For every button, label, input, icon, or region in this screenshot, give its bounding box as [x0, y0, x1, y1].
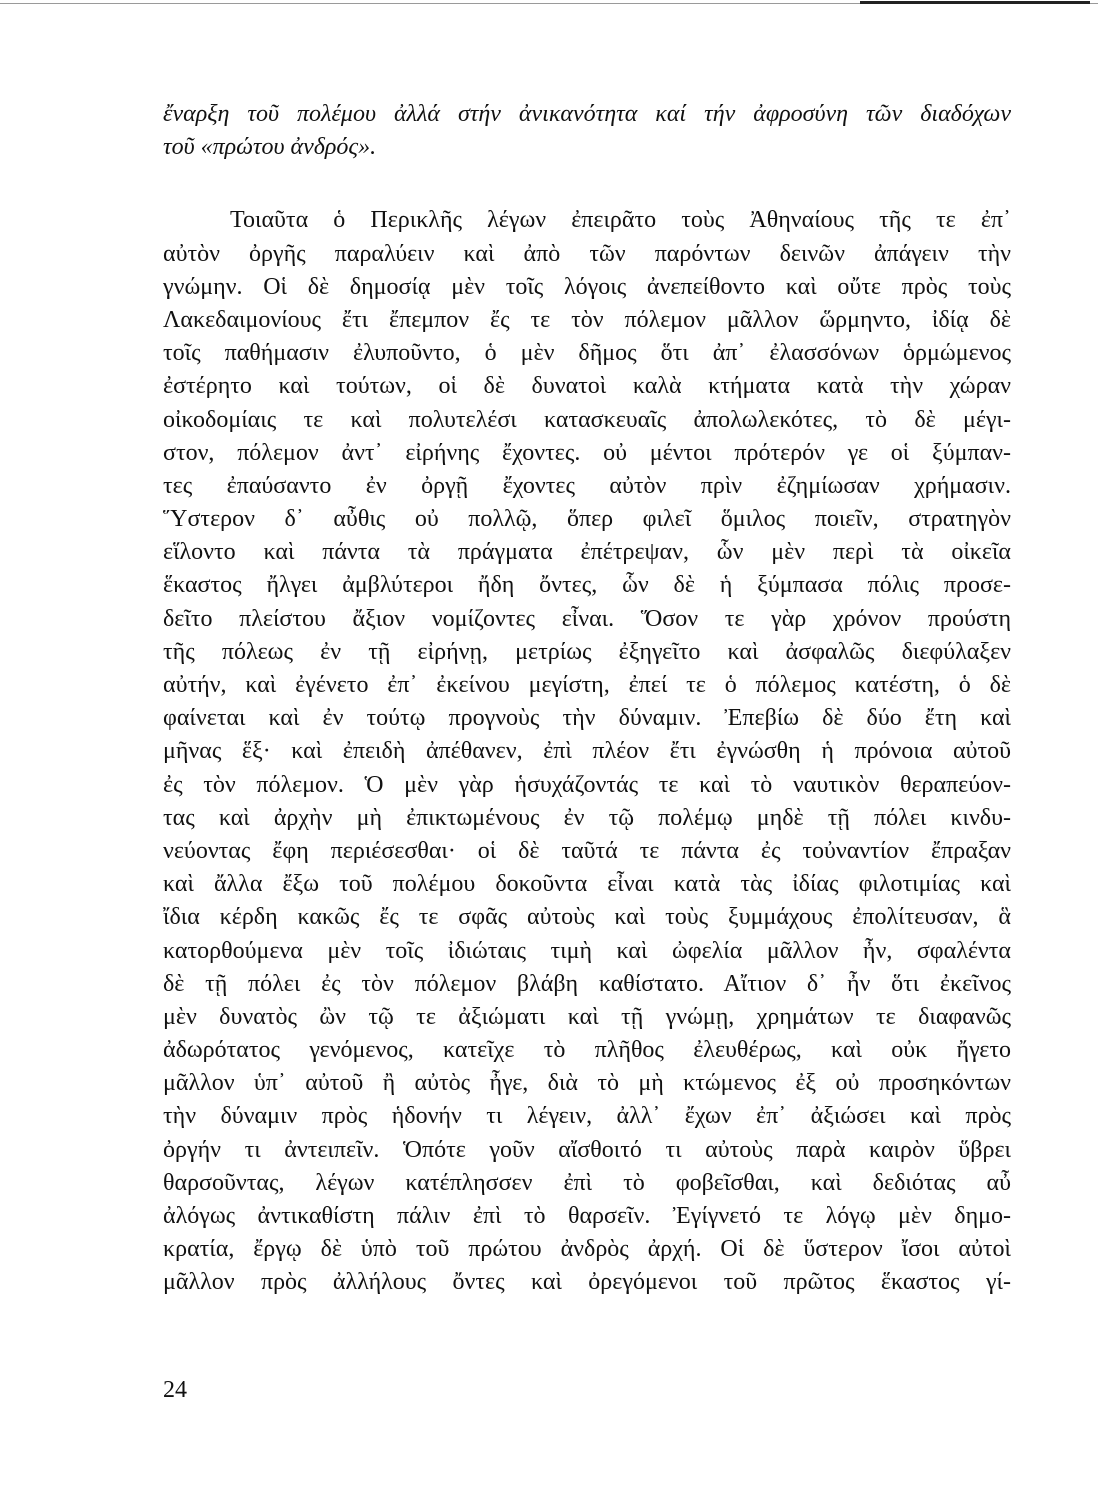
paragraph-line: φαίνεται καὶ ἐν τούτῳ προγνοὺς τὴν δύναμιν. Ἐπεβίω δὲ δύο ἔτη καὶ: [163, 705, 1011, 732]
paragraph-line: Λακεδαιμονίους ἔτι ἔπεμπον ἔς τε τὸν πόλεμον μᾶλλον ὥρμηντο, ἰδίᾳ δὲ: [163, 306, 1011, 333]
italic-quote: [163, 98, 1011, 164]
paragraph-line: αὐτήν, καὶ ἐγένετο ἐπ᾽ ἐκείνου μεγίστη, ἐπεί τε ὁ πόλεμος κατέστη, ὁ δὲ: [163, 672, 1011, 698]
paragraph-line: γνώμην. Οἱ δὲ δημοσίᾳ μὲν τοῖς λόγοις ἀνεπείθοντο καὶ οὔτε πρὸς τοὺς: [163, 273, 1011, 300]
paragraph-line: ἀλόγως ἀντικαθίστη πάλιν ἐπὶ τὸ θαρσεῖν. Ἐγίγνετό τε λόγῳ μὲν δημο-: [163, 1203, 1011, 1229]
paragraph-line: μᾶλλον ὑπ᾽ αὐτοῦ ἢ αὐτὸς ἦγε, διὰ τὸ μὴ κτώμενος ἐξ οὐ προσηκόντων: [163, 1070, 1011, 1097]
page-body: [163, 98, 1011, 1300]
paragraph-line: μὲν δυνατὸς ὢν τῷ τε ἀξιώματι καὶ τῇ γνώμῃ, χρημάτων τε διαφανῶς: [163, 1003, 1011, 1030]
paragraph-line: τες ἐπαύσαντο ἐν ὀργῇ ἔχοντες αὐτὸν πρὶν ἐζημίωσαν χρήμασιν.: [163, 472, 1011, 499]
paragraph-line: Τοιαῦτα ὁ Περικλῆς λέγων ἐπειρᾶτο τοὺς Ἀθηναίους τῆς τε ἐπ᾽: [230, 207, 1011, 234]
paragraph-line: τὴν δύναμιν πρὸς ἡδονήν τι λέγειν, ἀλλ᾽ ἔχων ἐπ᾽ ἀξιώσει καὶ πρὸς: [163, 1103, 1011, 1130]
paragraph-line: τῆς πόλεως ἐν τῇ εἰρήνῃ, μετρίως ἐξηγεῖτο καὶ ἀσφαλῶς διεφύλαξεν: [163, 638, 1011, 665]
quote-line: ἔναρξη τοῦ πολέμου ἀλλά στήν ἀνικανότητα καί τήν ἀφροσύνη τῶν διαδόχων: [163, 101, 1011, 127]
top-edge-rule-heavy: [860, 1, 1090, 4]
paragraph-line: στον, πόλεμον ἀντ᾽ εἰρήνης ἔχοντες. οὐ μέντοι πρότερόν γε οἱ ξύμπαν-: [163, 439, 1011, 466]
paragraph-line: ὀργήν τι ἀντειπεῖν. Ὁπότε γοῦν αἴσθοιτό τι αὐτοὺς παρὰ καιρὸν ὕβρει: [163, 1136, 1011, 1163]
page-number: 24: [163, 1377, 187, 1403]
paragraph-line: κατορθούμενα μὲν τοῖς ἰδιώταις τιμὴ καὶ ὠφελία μᾶλλον ἦν, σφαλέντα: [163, 937, 1011, 964]
paragraph-line: ἀδωρότατος γενόμενος, κατεῖχε τὸ πλῆθος ἐλευθέρως, καὶ οὐκ ἤγετο: [163, 1037, 1011, 1064]
paragraph-line: αὐτὸν ὀργῆς παραλύειν καὶ ἀπὸ τῶν παρόντων δεινῶν ἀπάγειν τὴν: [163, 240, 1011, 267]
paragraph-line: ἕκαστος ἤλγει ἀμβλύτεροι ἤδη ὄντες, ὧν δὲ ἡ ξύμπασα πόλις προσε-: [163, 572, 1011, 599]
paragraph-line: θαρσοῦντας, λέγων κατέπλησσεν ἐπὶ τὸ φοβεῖσθαι, καὶ δεδιότας αὖ: [163, 1169, 1011, 1196]
paragraph-line: καὶ ἄλλα ἔξω τοῦ πολέμου δοκοῦντα εἶναι κατὰ τὰς ἰδίας φιλοτιμίας καὶ: [163, 871, 1011, 898]
paragraph-line: Ὕστερον δ᾽ αὖθις οὐ πολλῷ, ὅπερ φιλεῖ ὅμιλος ποιεῖν, στρατηγὸν: [163, 506, 1011, 533]
paragraph-gap: [163, 164, 1011, 204]
paragraph-line: δὲ τῇ πόλει ἐς τὸν πόλεμον βλάβη καθίστατο. Αἴτιον δ᾽ ἦν ὅτι ἐκεῖνος: [163, 970, 1011, 997]
paragraph-line: ἐστέρητο καὶ τούτων, οἱ δὲ δυνατοὶ καλὰ κτήματα κατὰ τὴν χώραν: [163, 373, 1011, 400]
paragraph-line: νεύοντας ἔφη περιέσεσθαι· οἱ δὲ ταῦτά τε πάντα ἐς τοὐναντίον ἔπραξαν: [163, 837, 1011, 864]
paragraph-line: κρατία, ἔργῳ δὲ ὑπὸ τοῦ πρώτου ἀνδρὸς ἀρχή. Οἱ δὲ ὕστερον ἴσοι αὐτοὶ: [163, 1236, 1011, 1263]
paragraph-line: ἐς τὸν πόλεμον. Ὁ μὲν γὰρ ἡσυχάζοντάς τε καὶ τὸ ναυτικὸν θεραπεύον-: [163, 771, 1011, 798]
paragraph-line: τας καὶ ἀρχὴν μὴ ἐπικτωμένους ἐν τῷ πολέμῳ μηδὲ τῇ πόλει κινδυ-: [163, 804, 1011, 831]
paragraph-line: τοῖς παθήμασιν ἐλυποῦντο, ὁ μὲν δῆμος ὅτι ἀπ᾽ ἐλασσόνων ὁρμώμενος: [163, 340, 1011, 367]
paragraph-line: ἴδια κέρδη κακῶς ἔς τε σφᾶς αὐτοὺς καὶ τοὺς ξυμμάχους ἐπολίτευσαν, ἃ: [163, 904, 1011, 931]
paragraph-line: οἰκοδομίαις τε καὶ πολυτελέσι κατασκευαῖς ἀπολωλεκότες, τὸ δὲ μέγι-: [163, 406, 1011, 433]
quote-line: τοῦ «πρώτου ἀνδρός».: [163, 134, 377, 161]
paragraph-line: μᾶλλον πρὸς ἀλλήλους ὄντες καὶ ὀρεγόμενοι τοῦ πρῶτος ἕκαστος γί-: [163, 1269, 1011, 1296]
main-paragraph: [163, 204, 1011, 1299]
paragraph-line: δεῖτο πλείστου ἄξιον νομίζοντες εἶναι. Ὅσον τε γὰρ χρόνον προύστη: [163, 605, 1011, 632]
paragraph-line: μῆνας ἕξ· καὶ ἐπειδὴ ἀπέθανεν, ἐπὶ πλέον ἔτι ἐγνώσθη ἡ πρόνοια αὐτοῦ: [163, 738, 1011, 765]
paragraph-line: εἵλοντο καὶ πάντα τὰ πράγματα ἐπέτρεψαν, ὧν μὲν περὶ τὰ οἰκεῖα: [163, 539, 1011, 566]
